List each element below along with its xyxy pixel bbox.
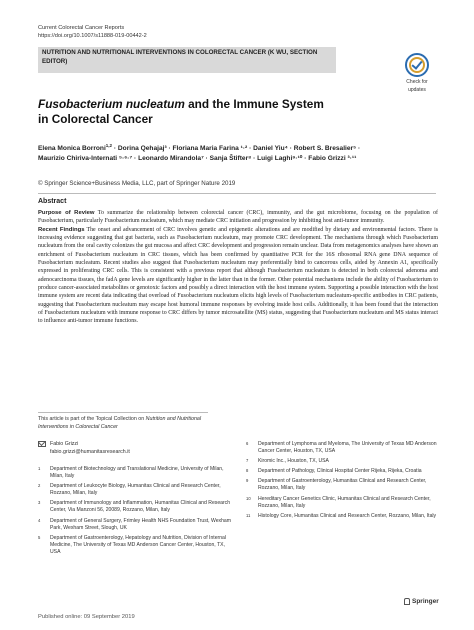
affiliation	[246, 441, 438, 455]
affil-num: 4	[38, 517, 41, 523]
affil-text: Department of General Surgery, Frimley Health NHS Foundation Trust, Wexham Park, Wexham Street, Slough, UK	[50, 517, 231, 531]
affil-num: 3	[38, 500, 41, 506]
affiliation	[246, 458, 438, 465]
findings-label: Recent Findings	[38, 226, 85, 233]
affil-num: 1	[38, 466, 41, 471]
affiliation	[246, 468, 438, 475]
affil-num: 5	[38, 534, 41, 540]
affil-text: Kiromic Inc., Houston, TX, USA	[258, 458, 329, 465]
affiliations-left	[38, 466, 234, 559]
purpose-text: To summarize the relationship between colorectal cancer (CRC), immunity, and the gut microbiome, focusing on the population of Fusobacterium, particularly Fusobacterium nucleatum, which may mediate CRC initiation and progression by inhibiting host anti-tumor immunity.	[38, 210, 438, 225]
corresponding-author	[38, 440, 228, 456]
affiliation	[38, 535, 234, 556]
title-italic: Fusobacterium nucleatum	[38, 97, 185, 111]
findings-text: The onset and advancement of CRC involves genetic and epigenetic alterations and are modified by dietary and environmental factors. There is increasing evidence suggesting that gut bacteria, such as Fusobacterium nucleatum, may promote CRC development. The mechanisms through which Fusobacterium nucleatum from the oral cavity colonizes the gut mucosa and affect CRC development and progression remain unclear. Data from metagenomics analyses have shown an enrichment of Fusobacterium nucleatum in CRC tissues, which has been confirmed by quantitative PCR for the 16S ribosomal RNA gene DNA sequence of Fusobacterium nucleatum. Recent studies also suggest that Fusobacterium nucleatum may preferentially bind to cancerous cells, aided by Annexin A1, specifically expressed in proliferating CRC cells. This is consistent with a previous report that although Fusobacterium nucleatum is detected in both colorectal adenoma and adenocarcinoma tissues, the fadA gene levels are significantly higher in the latter than in the former. Other potential mechanisms include the ability of Fusobacterium to produce cancer-associated metabolites or genotoxic factors and possibly a direct interaction with the host immune system. Supporting a possible interaction with the host immune system are recent data indicating that overload of Fusobacterium nucleatum elicits high levels of Fusobacterium nucleatum-specific antibodies in CRC patients, suggesting that Fusobacterium nucleatum may escape host humoral immune responses by evolving inside host cells. Additionally, it has been found that the interaction of Fusobacterium nucleatum with immune response to CRC differs by tumor microsatellite (MS) status, suggesting that Fusobacterium nucleatum and MS status interact to influence anti-tumor immune functions.	[38, 226, 438, 325]
affil-text: Hereditary Cancer Genetics Clinic, Humanitas Clinical and Research Center, Rozzano, Milan, Italy	[258, 495, 431, 509]
affil-text: Department of Gastroenterology, Humanitas Clinical and Research Center, Rozzano, Milan, Italy	[258, 478, 427, 492]
affil-text: Department of Lymphoma and Myeloma, The University of Texas MD Anderson Cancer Center, Houston, TX, USA	[258, 441, 437, 455]
check-badge-line1: Check for	[406, 79, 428, 85]
author-first[interactable]: Elena Monica Borroni	[38, 145, 106, 153]
author-list	[38, 141, 438, 164]
check-updates-icon	[405, 53, 429, 77]
purpose-label: Purpose of Review	[38, 210, 95, 216]
check-for-updates-badge[interactable]	[399, 53, 435, 99]
title-rest: and the Immune System	[184, 97, 324, 111]
copyright-line: © Springer Science+Business Media, LLC, part of Springer Nature 2019	[38, 180, 236, 187]
contact-email[interactable]: fabio.grizzi@humanitasresearch.it	[50, 449, 130, 455]
title-line2: in Colorectal Cancer	[38, 112, 153, 126]
journal-name: Current Colorectal Cancer Reports	[38, 25, 125, 31]
affil-num: 7	[246, 458, 249, 464]
publication-date: Published online: 09 September 2019	[38, 614, 135, 620]
divider	[38, 193, 436, 194]
affil-num: 10	[246, 495, 251, 501]
affiliation	[246, 478, 438, 492]
springer-logo	[404, 598, 439, 605]
contact-name: Fabio Grizzi	[50, 441, 79, 447]
affil-text: Department of Leukocyte Biology, Humanitas Clinical and Research Center, Rozzano, Milan, Italy	[50, 483, 221, 497]
affil-text: Department of Pathology, Clinical Hospital Center Rijeka, Rijeka, Croatia	[258, 468, 422, 475]
abstract-body	[38, 209, 438, 326]
topical-collection-note	[38, 412, 208, 431]
journal-header	[38, 24, 147, 40]
affiliation	[38, 500, 234, 514]
affil-text: Department of Biotechnology and Translational Medicine, University of Milan, Milan, Italy	[50, 466, 224, 480]
affiliation	[38, 518, 234, 532]
affiliation	[246, 496, 438, 510]
author-first-affil: 1,2	[105, 143, 113, 148]
topical-collection: Nutrition and Nutritional Interventions in Colorectal Cancer	[38, 416, 202, 430]
section-banner: NUTRITION AND NUTRITIONAL INTERVENTIONS IN COLORECTAL CANCER (K WU, SECTION EDITOR)	[38, 47, 336, 73]
affiliation	[38, 483, 234, 497]
authors-line2: Maurizio Chiriva-Internati ⁵·⁶·⁷ · Leonardo Mirandola⁷ · Sanja Štifter⁸ · Luigi Laghi⁹·¹⁰ · Fabio Grizzi ³·¹¹	[38, 155, 357, 163]
affiliations-right	[246, 441, 438, 523]
affil-text: Department of Gastroenterology, Hepatology and Nutrition, Division of Internal Medicine, The University of Texas MD Anderson Cancer Center, Houston, TX, USA	[50, 534, 227, 555]
abstract-heading: Abstract	[38, 198, 67, 205]
affil-num: 8	[246, 468, 249, 474]
affil-num: 6	[246, 441, 249, 446]
affil-num: 2	[38, 483, 41, 489]
journal-doi[interactable]: https://doi.org/10.1007/s11888-019-00442-2	[38, 33, 147, 39]
affil-text: Department of Immunology and Inflammation, Humanitas Clinical and Research Center, Via Manzoni 56, 20089, Rozzano, Milan, Italy	[50, 500, 231, 514]
authors-line1-rest: · Dorina Qehajaj³ · Floriana Maria Farina ¹·² · Daniel Yiu⁴ · Robert S. Bresalier⁵ ·	[112, 145, 361, 153]
affiliation	[38, 466, 234, 480]
affiliation	[246, 513, 438, 520]
envelope-icon	[38, 441, 46, 447]
check-badge-line2: updates	[408, 87, 426, 93]
affil-num: 9	[246, 478, 249, 484]
publisher-name: Springer	[412, 598, 439, 606]
topical-prefix: This article is part of the Topical Collection on	[38, 416, 146, 422]
springer-horse-icon	[404, 598, 410, 605]
article-title	[38, 97, 378, 127]
affil-text: Histology Core, Humanitas Clinical and Research Center, Rozzano, Milan, Italy	[258, 512, 437, 519]
affil-num: 11	[246, 512, 251, 518]
